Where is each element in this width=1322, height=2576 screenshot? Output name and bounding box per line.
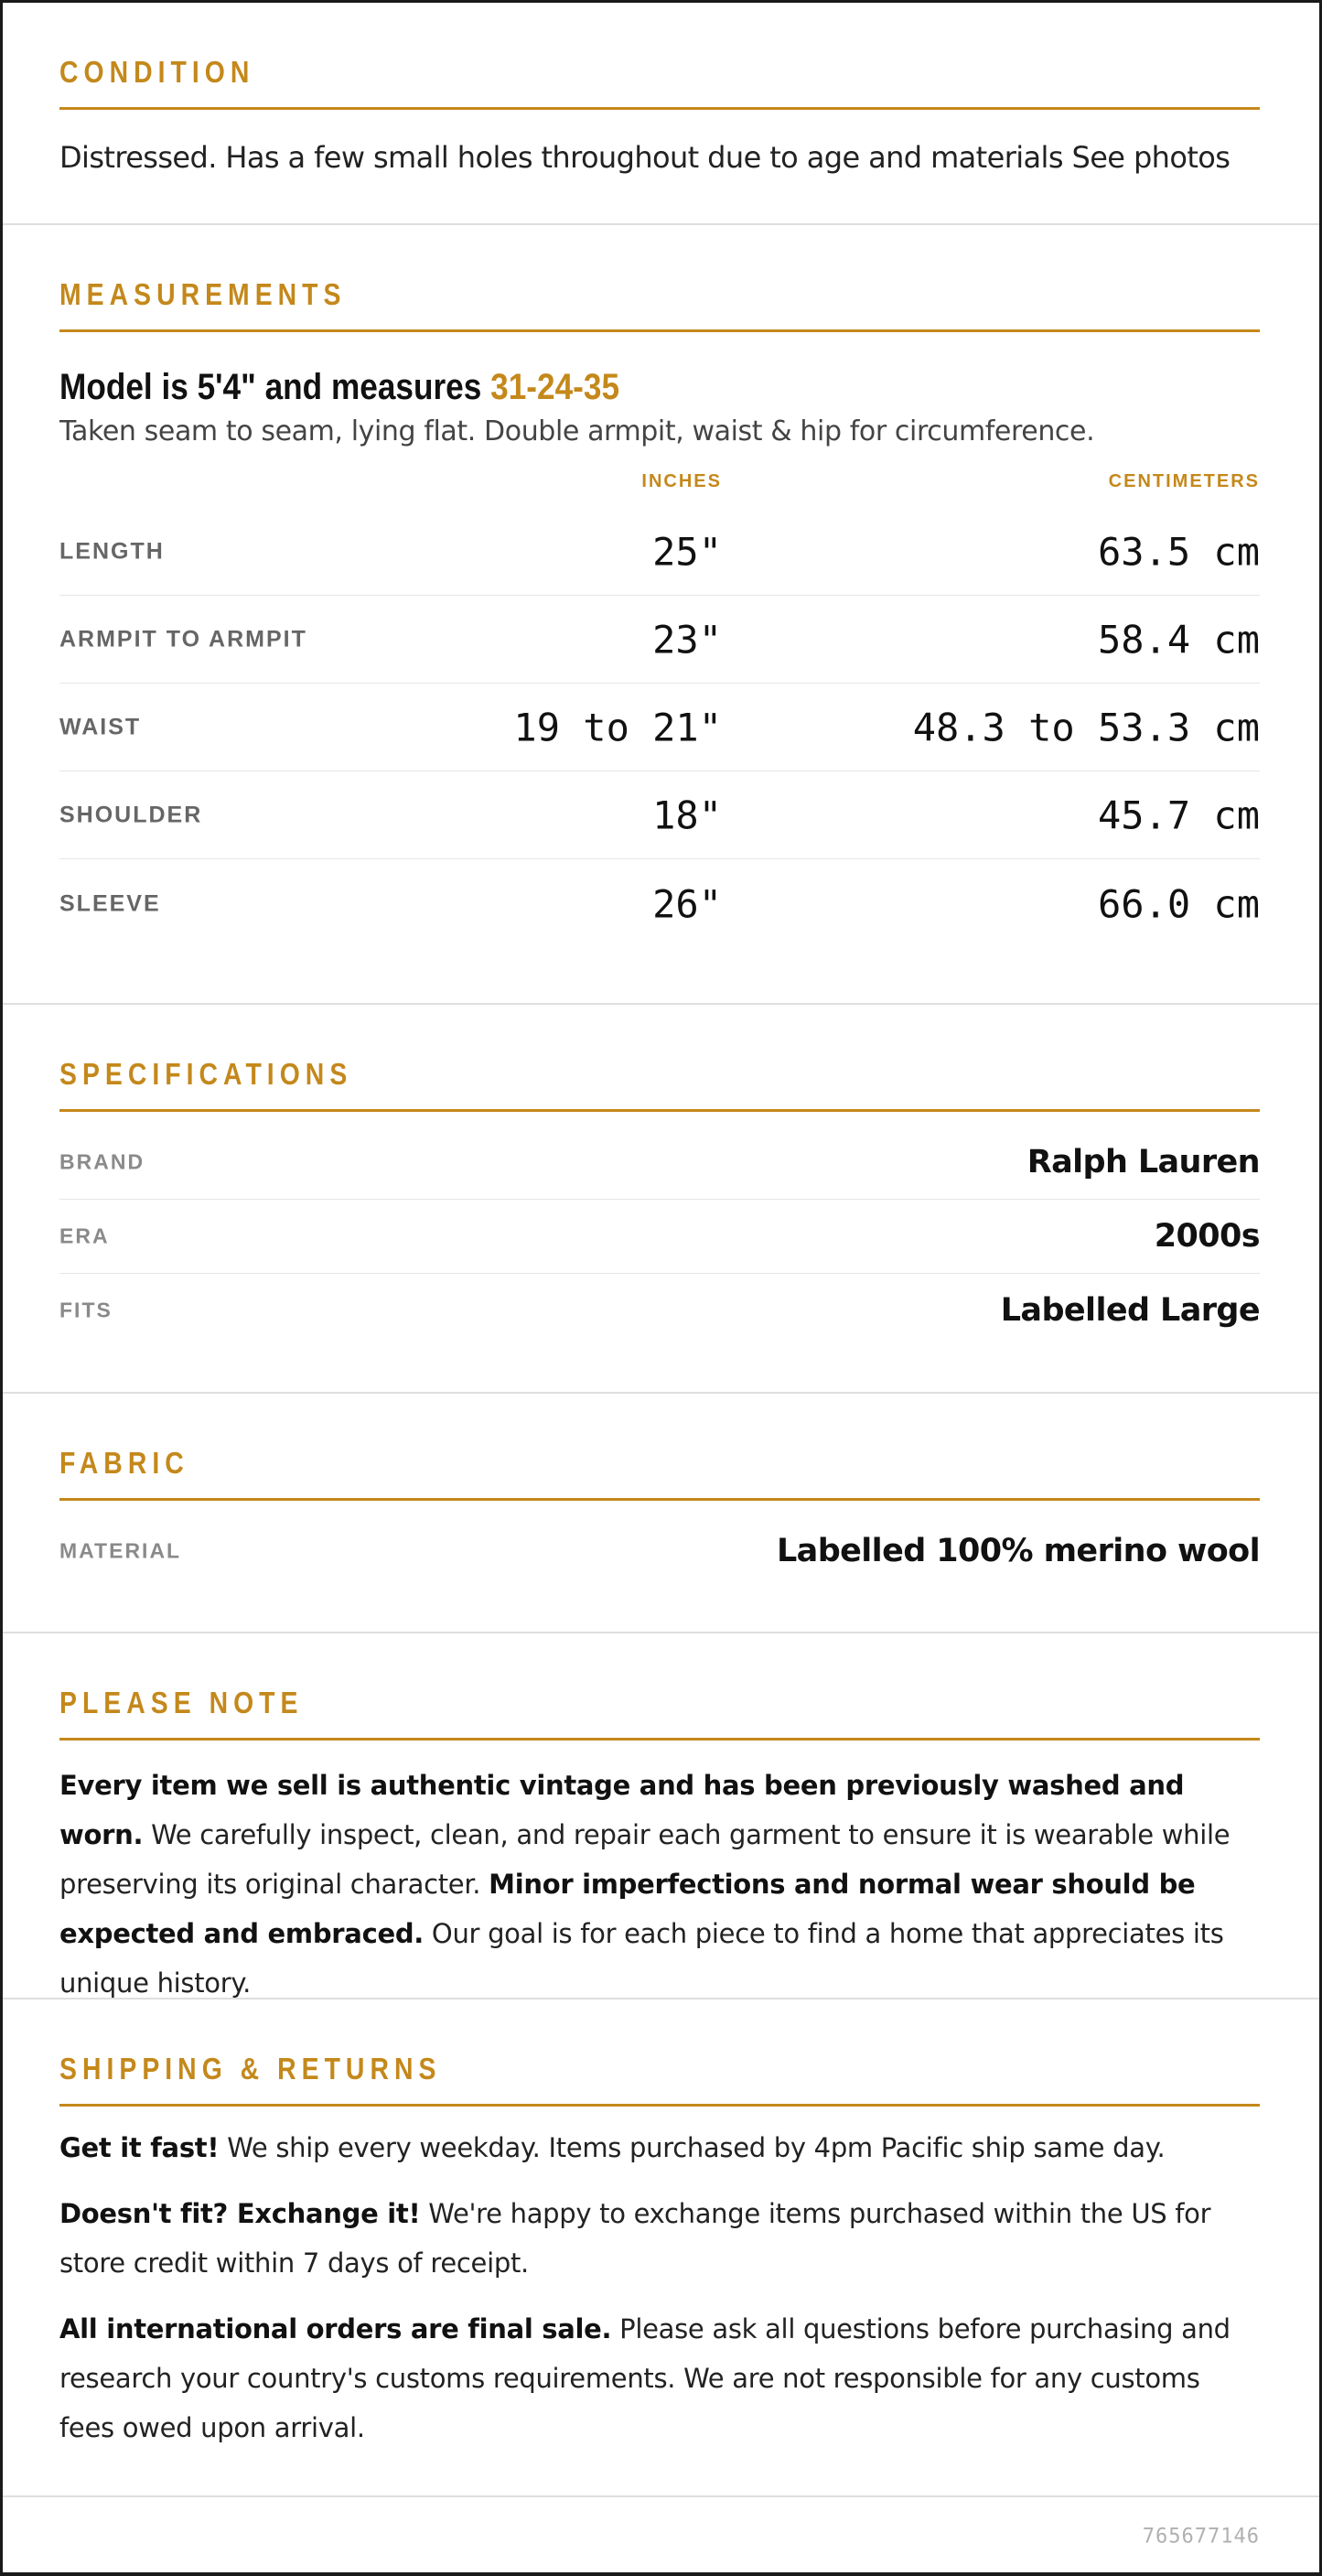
- measurement-cm: 66.0 cm: [1097, 881, 1260, 927]
- inches-column-header: INCHES: [641, 471, 722, 491]
- measurement-inches: 26": [652, 881, 722, 927]
- measurement-row-waist: [59, 684, 1260, 771]
- measurement-row-shoulder: [59, 771, 1260, 859]
- measurement-inches: 25": [652, 529, 722, 574]
- footer: [3, 2497, 1319, 2576]
- measurement-cm: 48.3 to 53.3 cm: [912, 705, 1260, 749]
- spec-label: BRAND: [59, 1149, 145, 1174]
- measurement-label: ARMPIT TO ARMPIT: [59, 626, 307, 652]
- spec-value: Labelled 100% merino wool: [776, 1533, 1260, 1569]
- shipping-item-bold: Doesn't fit? Exchange it!: [59, 2198, 421, 2229]
- spec-value: Labelled Large: [1000, 1292, 1260, 1329]
- spec-row-era: [59, 1200, 1260, 1274]
- spec-row-fits: [59, 1274, 1260, 1347]
- please-note-section: [3, 1633, 1319, 1999]
- shipping-item-bold: Get it fast!: [59, 2132, 220, 2163]
- specifications-list: [59, 1126, 1260, 1347]
- measurement-note: Taken seam to seam, lying flat. Double armpit, waist & hip for circumference.: [59, 415, 1095, 447]
- spec-value: 2000s: [1154, 1218, 1260, 1255]
- spec-value: Ralph Lauren: [1026, 1144, 1260, 1180]
- shipping-item: [59, 2123, 1260, 2172]
- shipping-item-bold: All international orders are final sale.: [59, 2313, 612, 2344]
- measurement-cm: 63.5 cm: [1097, 529, 1260, 574]
- spec-label: MATERIAL: [59, 1538, 182, 1563]
- measurement-label: SLEEVE: [59, 890, 161, 917]
- shipping-item-text: Please ask all questions before purchasing and research your country's customs requirements. We are not responsible for any customs fees owed upon arrival.: [59, 2313, 1231, 2443]
- title-divider: [59, 1498, 1260, 1501]
- title-divider: [59, 2104, 1260, 2107]
- spec-row-material: [59, 1514, 1260, 1588]
- note-bold-2: Minor imperfections and normal wear should be expected and embraced.: [59, 1869, 1196, 1949]
- measurement-inches: 23": [652, 617, 722, 662]
- measurement-label: SHOULDER: [59, 802, 203, 827]
- shipping-item: [59, 2189, 1260, 2288]
- please-note-title: PLEASE NOTE: [59, 1686, 304, 1719]
- model-measures: [59, 365, 1116, 409]
- measurement-label: LENGTH: [59, 538, 165, 564]
- title-divider: [59, 1109, 1260, 1112]
- title-divider: [59, 329, 1260, 332]
- measurement-cm: 58.4 cm: [1097, 617, 1260, 662]
- measurement-inches: 18": [652, 792, 722, 837]
- note-text-2: Our goal is for each piece to find a home that appreciates its unique history.: [59, 1918, 1224, 1999]
- fabric-list: [59, 1514, 1260, 1588]
- specifications-section: [3, 1005, 1319, 1394]
- measurement-table-header: [59, 471, 1260, 508]
- centimeters-column-header: CENTIMETERS: [1108, 471, 1260, 491]
- model-measures-value: 31-24-35: [490, 367, 620, 407]
- shipping-title: SHIPPING & RETURNS: [59, 2052, 442, 2086]
- spec-label: FITS: [59, 1298, 113, 1322]
- shipping-item-text: We're happy to exchange items purchased within the US for store credit within 7 days of receipt.: [59, 2198, 1211, 2279]
- shipping-section: [3, 1999, 1319, 2497]
- note-bold-1: Every item we sell is authentic vintage and has been previously washed and worn.: [59, 1770, 1185, 1850]
- measurement-row-armpit: [59, 596, 1260, 684]
- shipping-item-text: We ship every weekday. Items purchased by 4pm Pacific ship same day.: [219, 2132, 1166, 2163]
- please-note-text: [59, 1761, 1260, 2008]
- condition-section: [3, 3, 1319, 225]
- fabric-section: [3, 1394, 1319, 1633]
- measurements-section: [3, 225, 1319, 1005]
- measurement-label: WAIST: [59, 714, 142, 739]
- note-text-1: We carefully inspect, clean, and repair each garment to ensure it is wearable while preserving its original character.: [59, 1819, 1231, 1900]
- sku-number: 765677146: [1142, 2525, 1260, 2549]
- measurement-cm: 45.7 cm: [1097, 792, 1260, 837]
- condition-text: Distressed. Has a few small holes throughout due to age and materials See photos: [59, 140, 1231, 175]
- measurement-row-length: [59, 508, 1260, 596]
- measurements-title: MEASUREMENTS: [59, 277, 347, 311]
- measurement-inches: 19 to 21": [513, 705, 722, 749]
- title-divider: [59, 1738, 1260, 1741]
- shipping-item: [59, 2304, 1260, 2452]
- condition-title: CONDITION: [59, 55, 255, 89]
- spec-label: ERA: [59, 1223, 110, 1248]
- model-prefix: Model is 5'4" and measures: [59, 367, 482, 407]
- specifications-title: SPECIFICATIONS: [59, 1057, 353, 1091]
- spec-row-brand: [59, 1126, 1260, 1200]
- fabric-title: FABRIC: [59, 1446, 189, 1480]
- product-details-panel: [3, 3, 1319, 2572]
- measurement-row-sleeve: [59, 859, 1260, 949]
- title-divider: [59, 107, 1260, 110]
- measurement-table: [59, 508, 1260, 949]
